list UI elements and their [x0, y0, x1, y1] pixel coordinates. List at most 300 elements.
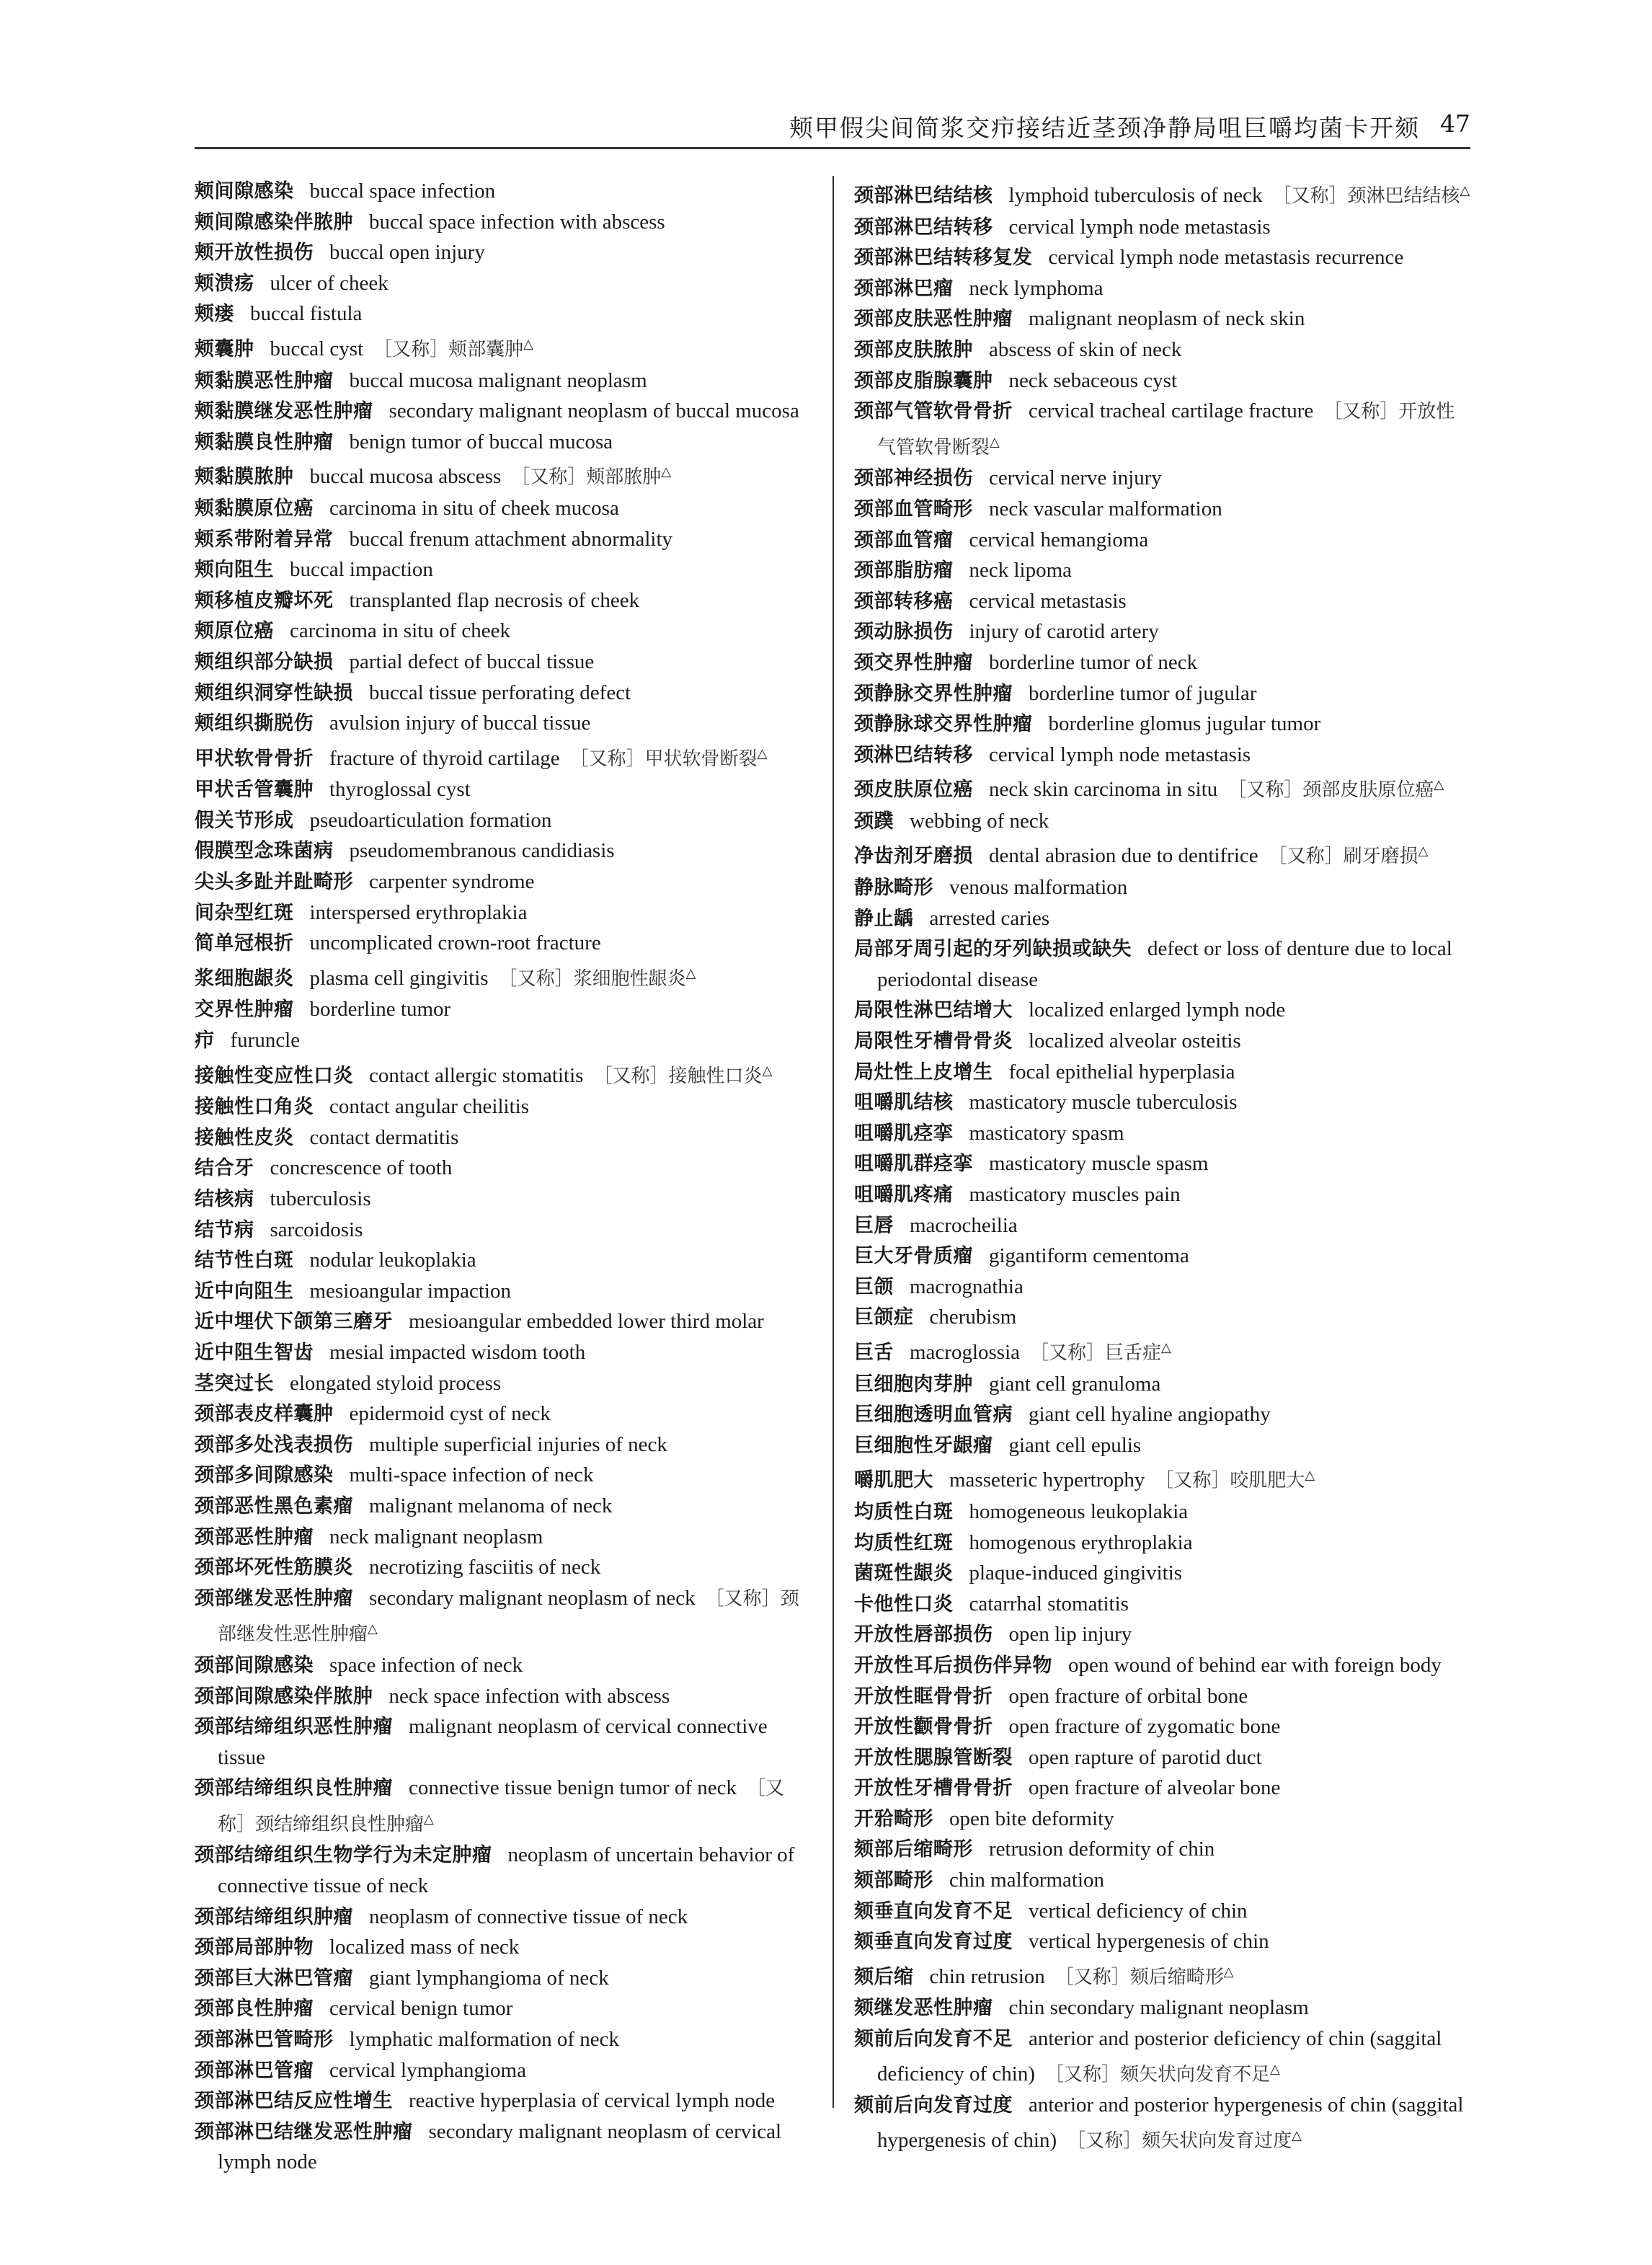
glossary-entry: [195, 708, 812, 739]
glossary-entry: [854, 1711, 1470, 1742]
entry-term: 近中向阻生: [195, 1280, 294, 1303]
entry-english: thyroglossal cyst: [329, 778, 471, 802]
entry-term: 颈部脂肪瘤: [854, 559, 954, 582]
entry-english: buccal mucosa abscess: [309, 465, 502, 489]
glossary-entry: [195, 554, 812, 585]
entry-term: 颈部结缔组织肿瘤: [195, 1905, 353, 1928]
entry-english: benign tumor of buccal mucosa: [349, 430, 613, 453]
triangle-mark: △: [685, 965, 696, 981]
entry-english: localized enlarged lymph node: [1029, 998, 1286, 1022]
entry-term: 局部牙周引起的牙列缺损或缺失: [854, 938, 1132, 961]
entry-term: 颈皮肤原位癌: [854, 779, 973, 802]
triangle-mark: △: [757, 745, 768, 761]
entry-english: masticatory muscle spasm: [989, 1152, 1209, 1176]
entry-english: fracture of thyroid cartilage: [329, 746, 560, 770]
entry-term: 颏前后向发育不足: [854, 2028, 1013, 2051]
entry-term: 假膜型念珠菌病: [195, 840, 334, 863]
entry-term: 颊组织部分缺损: [195, 650, 334, 673]
glossary-entry: [854, 836, 1470, 872]
entry-term: 颊开放性损伤: [195, 241, 314, 265]
glossary-entry: [195, 1153, 812, 1184]
entry-english: open bite deformity: [949, 1807, 1114, 1830]
glossary-entry: [195, 237, 812, 268]
entry-term: 颈部表皮样囊肿: [195, 1403, 334, 1426]
entry-term: 结节病: [195, 1218, 254, 1241]
glossary-entry: [195, 835, 812, 866]
glossary-entry: [854, 1804, 1470, 1835]
entry-alias: ［又称］咬肌肥大: [1155, 1470, 1305, 1492]
glossary-entry: [195, 1056, 812, 1092]
entry-english: borderline tumor: [309, 998, 451, 1021]
glossary-entry: [854, 806, 1470, 837]
glossary-entry: [854, 1148, 1470, 1179]
glossary-entry: [195, 1902, 812, 1933]
entry-english: secondary malignant neoplasm of buccal mucosa: [388, 399, 799, 423]
glossary-entry: [854, 463, 1470, 494]
entry-english: gigantiform cementoma: [989, 1244, 1189, 1268]
right-column: [854, 176, 1470, 2156]
entry-term: 颈蹼: [854, 810, 894, 833]
entry-term: 均质性红斑: [854, 1531, 954, 1554]
glossary-entry: [195, 176, 812, 207]
glossary-entry: [854, 2090, 1470, 2156]
glossary-entry: [195, 365, 812, 396]
entry-english: injury of carotid artery: [969, 620, 1159, 644]
entry-alias: ［又称］颏矢状向发育不足: [1045, 2063, 1271, 2086]
entry-term: 结节性白斑: [195, 1249, 294, 1272]
glossary-entry: [854, 616, 1470, 647]
entry-term: 颈部淋巴管瘤: [195, 2059, 314, 2082]
entry-term: 咀嚼肌群痉挛: [854, 1153, 973, 1176]
glossary-entry: [195, 2055, 812, 2086]
glossary-entry: [195, 585, 812, 616]
triangle-mark: △: [523, 336, 533, 352]
entry-english: cervical benign tumor: [329, 1997, 513, 2021]
entry-english: open rapture of parotid duct: [1029, 1745, 1262, 1769]
glossary-entry: [195, 1993, 812, 2024]
entry-term: 巨唇: [854, 1214, 894, 1237]
entry-term: 开放性腮腺管断裂: [854, 1746, 1013, 1769]
entry-term: 颊组织洞穿性缺损: [195, 681, 353, 704]
glossary-entry: [854, 303, 1470, 334]
entry-english: buccal space infection: [309, 179, 496, 203]
glossary-entry: [854, 273, 1470, 304]
glossary-entry: [195, 1399, 812, 1430]
entry-term: 颊系带附着异常: [195, 528, 334, 551]
glossary-entry: [195, 2024, 812, 2055]
entry-term: 巨舌: [854, 1341, 894, 1364]
entry-english: space infection of neck: [329, 1653, 523, 1677]
entry-term: 甲状舌管囊肿: [195, 779, 314, 802]
glossary-entry: [854, 1993, 1470, 2024]
entry-english: localized mass of neck: [329, 1936, 520, 1959]
entry-term: 咀嚼肌疼痛: [854, 1184, 954, 1206]
glossary-entry: [854, 1650, 1470, 1681]
entry-english: catarrhal stomatitis: [969, 1592, 1129, 1615]
entry-english: anterior and posterior deficiency of chin (saggital deficiency of chin): [877, 2027, 1442, 2086]
entry-term: 颈部淋巴结转移复发: [854, 247, 1033, 270]
entry-term: 颊组织撕脱伤: [195, 712, 314, 735]
entry-english: partial defect of buccal tissue: [349, 650, 595, 673]
entry-english: necrotizing fasciitis of neck: [369, 1556, 601, 1579]
entry-english: secondary malignant neoplasm of cervical lymph node: [218, 2119, 782, 2174]
glossary-entry: [195, 2116, 812, 2178]
glossary-entry: [195, 1491, 812, 1522]
entry-term: 开放性耳后损伤伴异物: [854, 1654, 1052, 1677]
glossary-entry: [195, 396, 812, 427]
entry-english: homogenous erythroplakia: [969, 1530, 1193, 1554]
glossary-entry: [195, 805, 812, 836]
entry-english: cervical lymph node metastasis: [989, 743, 1251, 766]
entry-term: 颈部恶性肿瘤: [195, 1525, 314, 1548]
entry-english: reactive hyperplasia of cervical lymph node: [409, 2089, 776, 2113]
entry-english: neck lipoma: [969, 559, 1073, 582]
glossary-entry: [195, 1711, 812, 1773]
triangle-mark: △: [1305, 1468, 1315, 1484]
glossary-entry: [854, 1497, 1470, 1528]
entry-alias: ［又称］颊部脓肿: [511, 466, 662, 489]
entry-alias: ［又称］刷牙磨损: [1268, 846, 1418, 868]
glossary-entry: [195, 2086, 812, 2116]
entry-english: borderline glomus jugular tumor: [1048, 712, 1321, 736]
entry-english: neck vascular malformation: [989, 497, 1222, 520]
entry-english: lymphoid tuberculosis of neck: [1008, 184, 1263, 207]
entry-term: 巨颌: [854, 1275, 894, 1298]
glossary-entry: [854, 1589, 1470, 1620]
entry-english: vertical hypergenesis of chin: [1029, 1930, 1269, 1954]
entry-term: 颏垂直向发育过度: [854, 1931, 1013, 1954]
entry-english: borderline tumor of jugular: [1029, 681, 1257, 705]
entry-term: 颈部淋巴结继发恶性肿瘤: [195, 2120, 413, 2143]
entry-term: 颊溃疡: [195, 272, 254, 295]
entry-english: arrested caries: [929, 906, 1050, 930]
entry-english: giant lymphangioma of neck: [369, 1966, 609, 1990]
glossary-entry: [195, 1552, 812, 1583]
entry-english: buccal impaction: [290, 558, 433, 582]
entry-english: buccal space infection with abscess: [369, 210, 665, 234]
entry-english: elongated styloid process: [290, 1371, 502, 1395]
entry-term: 颈部继发恶性肿瘤: [195, 1587, 353, 1610]
entry-alias: ［又称］颈部皮肤原位癌: [1227, 779, 1434, 802]
entry-english: open lip injury: [1008, 1623, 1132, 1646]
entry-english: neck skin carcinoma in situ: [989, 778, 1218, 802]
entry-english: cervical hemangioma: [969, 528, 1149, 551]
triangle-mark: △: [1292, 2127, 1302, 2143]
entry-term: 颊黏膜脓肿: [195, 466, 294, 489]
entry-english: cervical nerve injury: [989, 466, 1162, 490]
glossary-entry: [195, 1522, 812, 1553]
triangle-mark: △: [368, 1621, 378, 1637]
entry-english: contact allergic stomatitis: [369, 1063, 584, 1087]
entry-term: 交界性肿瘤: [195, 998, 294, 1021]
glossary-entry: [195, 1122, 812, 1153]
glossary-entry: [195, 897, 812, 928]
entry-term: 尖头多趾并趾畸形: [195, 871, 353, 894]
glossary-entry: [195, 616, 812, 647]
glossary-entry: [195, 268, 812, 299]
entry-term: 颊黏膜原位癌: [195, 497, 314, 520]
glossary-entry: [195, 1245, 812, 1276]
entry-english: anterior and posterior hypergenesis of chin (saggital hypergenesis of chin): [877, 2093, 1464, 2152]
entry-term: 颏部畸形: [854, 1869, 933, 1892]
entry-term: 甲状软骨骨折: [195, 747, 314, 770]
glossary-entry: [854, 1118, 1470, 1149]
entry-term: 静脉畸形: [854, 877, 933, 900]
entry-term: 巨细胞肉芽肿: [854, 1373, 973, 1396]
entry-term: 巨大牙骨质瘤: [854, 1245, 973, 1268]
glossary-entry: [854, 176, 1470, 212]
entry-term: 静止龋: [854, 907, 914, 930]
entry-term: 颊黏膜良性肿瘤: [195, 430, 334, 453]
entry-english: pseudomembranous candidiasis: [349, 839, 615, 863]
glossary-entry: [854, 1057, 1470, 1088]
entry-english: masticatory muscles pain: [969, 1183, 1181, 1206]
glossary-entry: [854, 770, 1470, 806]
entry-term: 颈部淋巴管畸形: [195, 2029, 334, 2052]
entry-term: 颊移植皮瓣坏死: [195, 589, 334, 612]
glossary-entry: [854, 1834, 1470, 1865]
glossary-entry: [195, 427, 812, 458]
entry-term: 颈部淋巴结反应性增生: [195, 2090, 393, 2113]
entry-term: 开𬌗畸形: [854, 1807, 933, 1830]
header-title: 颊甲假尖间简浆交疖接结近茎颈净静局咀巨嚼均菌卡开颏: [789, 114, 1420, 142]
triangle-mark: △: [1460, 183, 1470, 198]
entry-english: sarcoidosis: [270, 1218, 363, 1241]
glossary-entry: [195, 928, 812, 959]
entry-english: neck space infection with abscess: [388, 1684, 670, 1708]
entry-term: 颊间隙感染: [195, 180, 294, 203]
entry-term: 颈部间隙感染: [195, 1654, 314, 1677]
entry-english: carpenter syndrome: [369, 870, 535, 894]
entry-term: 结核病: [195, 1188, 254, 1210]
entry-term: 颈部皮脂腺囊肿: [854, 369, 993, 392]
entry-english: neoplasm of uncertain behavior of connective tissue of neck: [218, 1843, 795, 1898]
entry-english: buccal tissue perforating defect: [369, 681, 631, 704]
entry-english: cervical lymph node metastasis recurrence: [1048, 246, 1404, 270]
entry-english: macrocheilia: [910, 1213, 1018, 1237]
entry-english: webbing of neck: [910, 809, 1049, 833]
entry-english: carcinoma in situ of cheek: [290, 619, 510, 643]
entry-alias: ［又称］浆细胞性龈炎: [498, 967, 686, 990]
entry-english: mesioangular impaction: [309, 1279, 511, 1303]
glossary-entry: [854, 1430, 1470, 1461]
entry-term: 浆细胞龈炎: [195, 967, 294, 990]
entry-alias: ［又称］甲状软骨断裂: [569, 748, 758, 770]
glossary-entry: [195, 1650, 812, 1681]
glossary-entry: [854, 1302, 1470, 1333]
entry-english: connective tissue benign tumor of neck: [409, 1776, 737, 1800]
entry-english: furuncle: [230, 1029, 301, 1052]
entry-english: buccal fistula: [250, 302, 363, 326]
glossary-entry: [195, 1306, 812, 1337]
glossary-entry: [195, 866, 812, 897]
glossary-entry: [854, 212, 1470, 243]
glossary-entry: [195, 457, 812, 493]
entry-term: 颈部巨大淋巴管瘤: [195, 1967, 353, 1990]
entry-english: masticatory muscle tuberculosis: [969, 1091, 1238, 1114]
entry-term: 颈部良性肿瘤: [195, 1998, 314, 2021]
entry-english: cervical lymphangioma: [329, 2058, 526, 2082]
entry-english: chin retrusion: [929, 1964, 1045, 1988]
entry-term: 颈交界性肿瘤: [854, 651, 973, 674]
page-header: [195, 107, 1470, 149]
entry-term: 开放性颧骨骨折: [854, 1716, 993, 1739]
entry-english: secondary malignant neoplasm of neck: [369, 1586, 696, 1610]
glossary-entry: [195, 1025, 812, 1056]
entry-term: 巨颌症: [854, 1306, 914, 1329]
entry-term: 开放性眶骨骨折: [854, 1685, 993, 1708]
glossary-entry: [195, 959, 812, 995]
glossary-entry: [854, 1528, 1470, 1559]
glossary-entry: [195, 524, 812, 555]
glossary-entry: [854, 525, 1470, 556]
entry-english: cervical lymph node metastasis: [1008, 215, 1271, 239]
entry-english: tuberculosis: [270, 1187, 371, 1210]
entry-term: 颈淋巴结转移: [854, 743, 973, 766]
glossary-entry: [195, 774, 812, 805]
glossary-entry: [854, 2024, 1470, 2090]
entry-term: 开放性唇部损伤: [854, 1623, 993, 1646]
entry-term: 颈部多处浅表损伤: [195, 1433, 353, 1456]
entry-term: 咀嚼肌痉挛: [854, 1122, 954, 1145]
entry-term: 颈部淋巴结转移: [854, 216, 993, 239]
glossary-entry: [195, 1276, 812, 1307]
entry-term: 茎突过长: [195, 1372, 274, 1395]
entry-term: 颊瘘: [195, 303, 234, 326]
entry-english: buccal open injury: [329, 241, 485, 265]
glossary-entry: [854, 1773, 1470, 1804]
entry-english: giant cell hyaline angiopathy: [1029, 1403, 1271, 1427]
entry-english: giant cell granuloma: [989, 1372, 1161, 1396]
glossary-entry: [854, 934, 1470, 995]
glossary-entry: [195, 678, 812, 709]
entry-english: cervical metastasis: [969, 589, 1127, 613]
entry-english: malignant melanoma of neck: [369, 1494, 613, 1517]
triangle-mark: △: [1161, 1339, 1171, 1355]
entry-english: vertical deficiency of chin: [1029, 1899, 1248, 1923]
entry-alias: ［又称］颈淋巴结结核: [1272, 185, 1460, 207]
triangle-mark: △: [1270, 2061, 1280, 2077]
glossary-entry: [854, 396, 1470, 463]
glossary-entry: [854, 1957, 1470, 1993]
glossary-entry: [195, 647, 812, 678]
entry-term: 颊囊肿: [195, 337, 254, 360]
entry-english: neck lymphoma: [969, 276, 1103, 300]
entry-english: giant cell epulis: [1008, 1433, 1142, 1457]
glossary-entry: [854, 555, 1470, 586]
entry-term: 颊间隙感染伴脓肿: [195, 210, 353, 234]
triangle-mark: △: [1418, 843, 1429, 859]
glossary-entry: [854, 334, 1470, 365]
entry-english: focal epithelial hyperplasia: [1008, 1060, 1235, 1083]
entry-term: 颈静脉交界性肿瘤: [854, 682, 1013, 705]
entry-alias: ［又称］颏后缩畸形: [1054, 1966, 1224, 1988]
glossary-entry: [854, 1619, 1470, 1650]
triangle-mark: △: [990, 434, 1000, 450]
glossary-entry: [854, 586, 1470, 617]
entry-term: 颊原位癌: [195, 620, 274, 643]
entry-english: multi-space infection of neck: [349, 1463, 594, 1487]
entry-english: chin secondary malignant neoplasm: [1008, 1996, 1309, 2020]
triangle-mark: △: [424, 1811, 434, 1827]
glossary-entry: [854, 1272, 1470, 1303]
entry-alias: ［又称］接触性口炎: [593, 1065, 763, 1087]
entry-english: open fracture of zygomatic bone: [1008, 1715, 1281, 1739]
glossary-entry: [854, 1399, 1470, 1430]
entry-alias: ［又称］开放性气管软骨断裂: [877, 401, 1455, 458]
glossary-entry: [854, 995, 1470, 1026]
entry-term: 颈部气管软骨骨折: [854, 400, 1013, 423]
entry-english: plaque-induced gingivitis: [969, 1561, 1183, 1585]
entry-term: 颏前后向发育过度: [854, 2094, 1013, 2117]
entry-english: localized alveolar osteitis: [1029, 1029, 1241, 1053]
entry-english: retrusion deformity of chin: [989, 1838, 1215, 1861]
glossary-entry: [854, 1241, 1470, 1272]
entry-english: mesial impacted wisdom tooth: [329, 1340, 586, 1364]
entry-term: 颈部血管畸形: [854, 497, 973, 520]
entry-alias: ［又称］颈结缔组织良性肿瘤: [218, 1778, 785, 1835]
entry-term: 接触性口角炎: [195, 1096, 314, 1119]
glossary-entry: [195, 1681, 812, 1712]
glossary-entry: [195, 1337, 812, 1368]
entry-term: 颈部皮肤脓肿: [854, 338, 973, 361]
entry-term: 颈部坏死性筋膜炎: [195, 1556, 353, 1579]
entry-english: macrognathia: [910, 1275, 1023, 1298]
entry-english: neck sebaceous cyst: [1008, 368, 1178, 392]
glossary-entry: [195, 207, 812, 238]
entry-term: 开放性牙槽骨骨折: [854, 1777, 1013, 1800]
entry-term: 颏后缩: [854, 1965, 914, 1988]
entry-alias: ［又称］颏矢状向发育过度: [1067, 2129, 1292, 2152]
glossary-entry: [195, 1840, 812, 1901]
entry-english: macroglossia: [910, 1340, 1021, 1364]
entry-term: 颈部淋巴结结核: [854, 185, 993, 207]
entry-english: abscess of skin of neck: [989, 337, 1182, 361]
entry-english: cherubism: [929, 1306, 1017, 1329]
glossary-entry: [195, 1368, 812, 1399]
entry-english: concrescence of tooth: [270, 1156, 453, 1180]
glossary-entry: [195, 329, 812, 365]
glossary-entry: [854, 1865, 1470, 1896]
glossary-entry: [854, 494, 1470, 525]
entry-term: 颊黏膜继发恶性肿瘤: [195, 400, 373, 423]
glossary-entry: [195, 298, 812, 329]
glossary-entry: [854, 1087, 1470, 1118]
entry-english: uncomplicated crown-root fracture: [309, 931, 601, 955]
entry-english: malignant neoplasm of neck skin: [1029, 307, 1305, 331]
entry-term: 简单冠根折: [195, 932, 294, 955]
glossary-entry: [854, 1369, 1470, 1400]
entry-english: venous malformation: [949, 876, 1128, 900]
entry-english: interspersed erythroplakia: [309, 900, 528, 924]
glossary-entry: [854, 1026, 1470, 1057]
entry-english: lymphatic malformation of neck: [349, 2028, 619, 2052]
glossary-entry: [195, 1963, 812, 1994]
glossary-entry: [195, 739, 812, 775]
entry-english: nodular leukoplakia: [309, 1249, 476, 1272]
glossary-entry: [195, 994, 812, 1025]
entry-term: 颊向阻生: [195, 559, 274, 582]
triangle-mark: △: [1434, 777, 1444, 793]
glossary-entry: [195, 1773, 812, 1840]
entry-term: 巨细胞透明血管病: [854, 1404, 1013, 1427]
triangle-mark: △: [661, 464, 672, 480]
entry-term: 接触性变应性口炎: [195, 1064, 353, 1087]
glossary-entry: [854, 872, 1470, 903]
glossary-entry: [854, 1742, 1470, 1773]
entry-english: neck malignant neoplasm: [329, 1525, 543, 1548]
glossary-entry: [854, 1179, 1470, 1210]
